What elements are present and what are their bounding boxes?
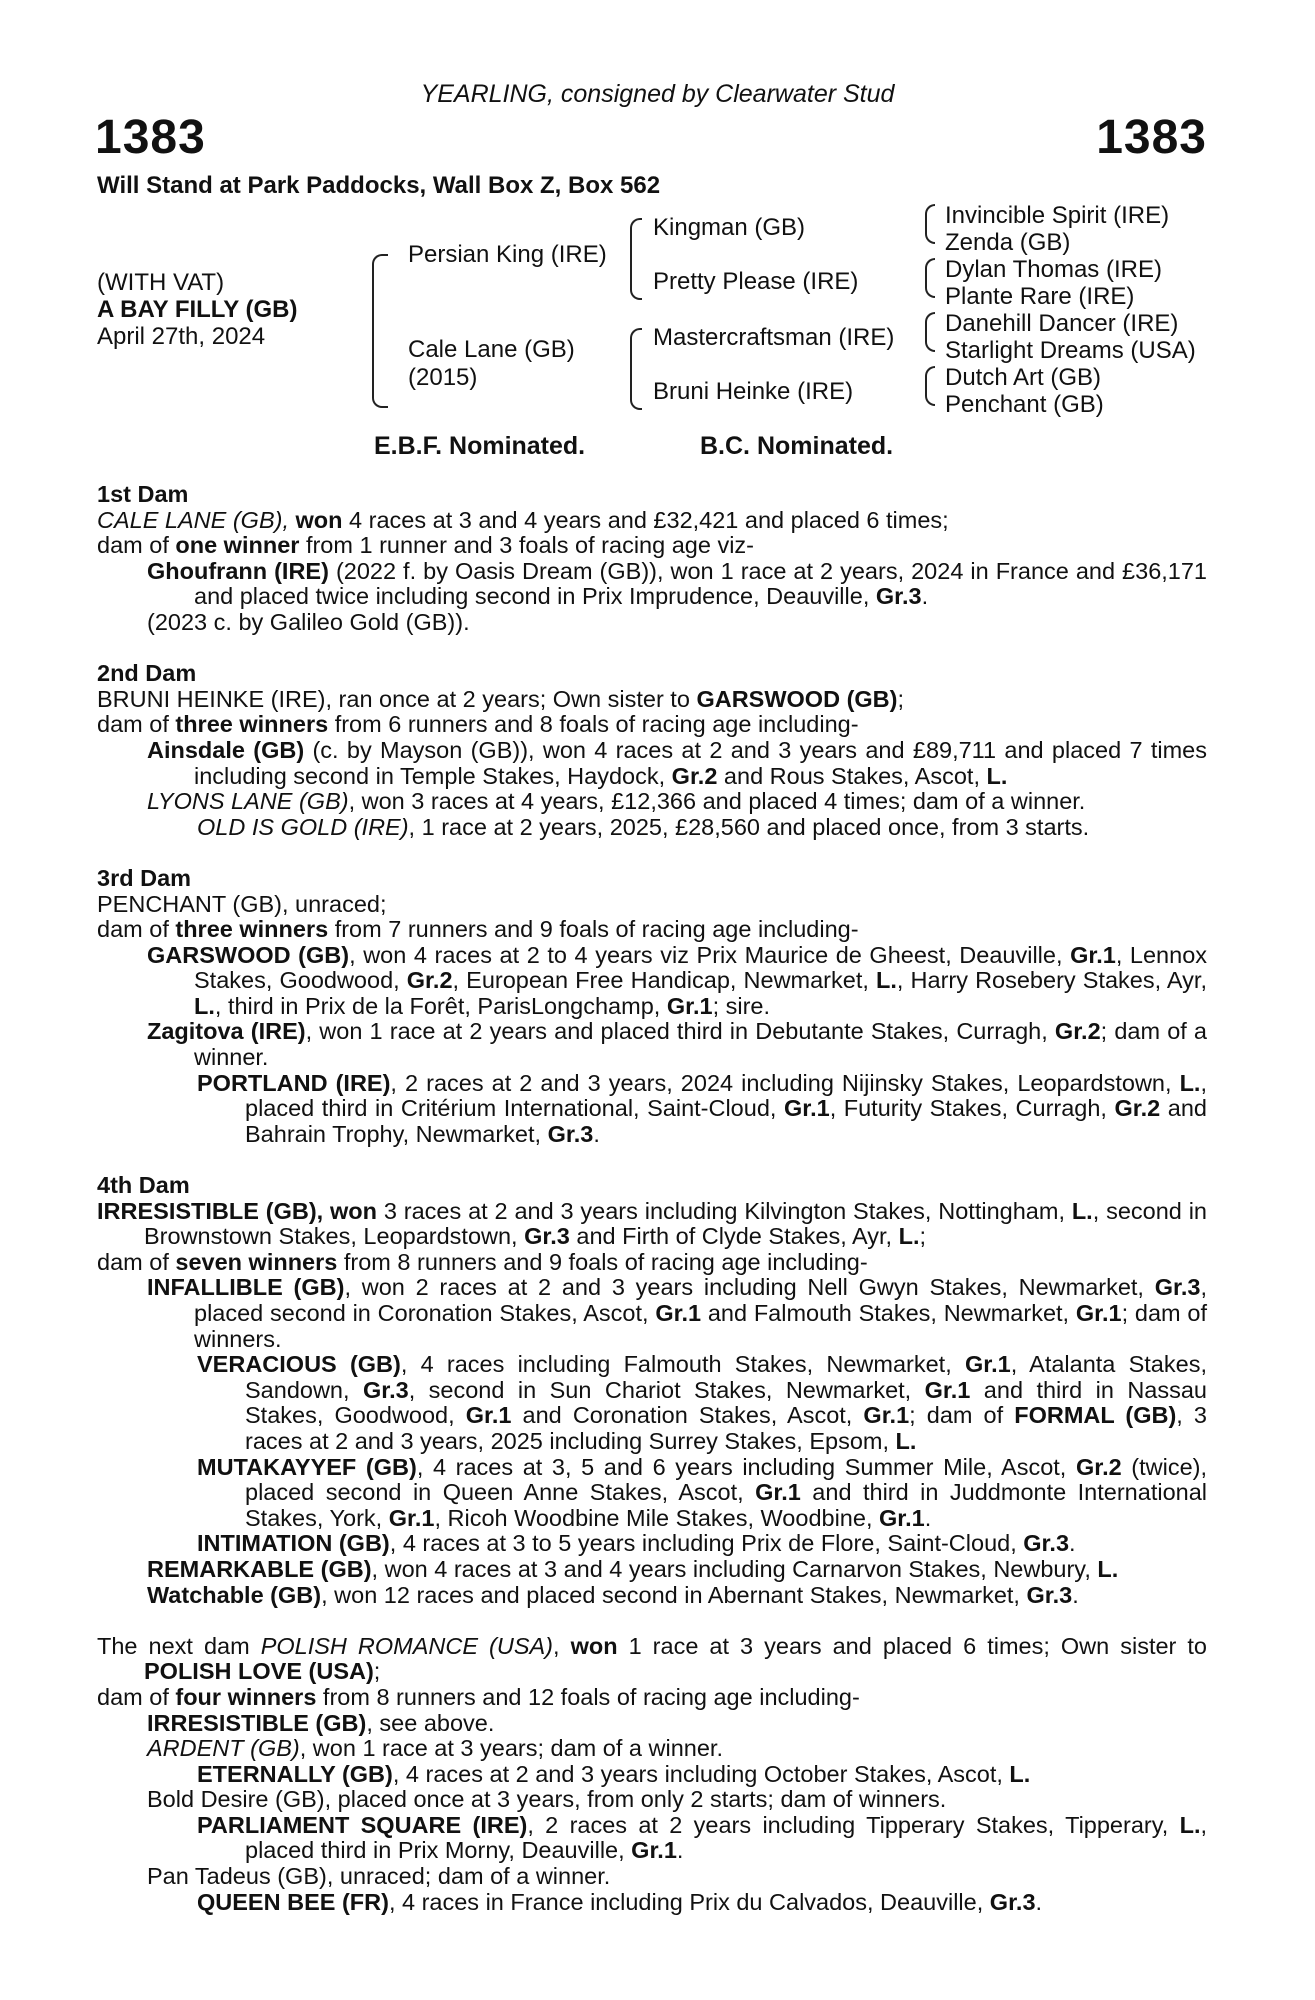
bracket-sire <box>630 218 642 300</box>
third-dam-progeny-1: GARSWOOD (GB), won 4 races at 2 to 4 years viz Prix Maurice de Gheest, Deauville, Gr.1, Lennox Stakes, Goodwood, Gr.2, European Free Handicap, Newmarket, L., Harry Rosebery Stakes, Ayr, L., third in Prix de la Forêt, ParisLongchamp, Gr.1; sire. <box>147 941 1208 1019</box>
ped-g3-4: Plante Rare (IRE) <box>945 283 1135 310</box>
fourth-dam-heading: 4th Dam <box>97 1172 190 1199</box>
next-dam-progeny-4: Pan Tadeus (GB), unraced; dam of a winner. <box>147 1863 611 1890</box>
bracket-g1 <box>925 204 935 244</box>
next-dam-grandprogeny-3: QUEEN BEE (FR), 4 races in France including Prix du Calvados, Deauville, Gr.3. <box>197 1888 1043 1915</box>
ped-g3-5: Danehill Dancer (IRE) <box>945 310 1179 337</box>
fourth-dam-progeny-3: Watchable (GB), won 12 races and placed second in Abernant Stakes, Newmarket, Gr.3. <box>147 1581 1079 1608</box>
third-dam-heading: 3rd Dam <box>97 864 192 891</box>
lot-number-left: 1383 <box>95 111 206 164</box>
bracket-g2 <box>925 258 935 298</box>
first-dam-produce-line: dam of one winner from 1 runner and 3 foals of racing age viz- <box>97 532 754 559</box>
ped-sire: Persian King (IRE) <box>408 241 607 268</box>
bracket-g3 <box>925 312 935 352</box>
second-dam-progeny-2-foal: OLD IS GOLD (IRE), 1 race at 2 years, 2025, £28,560 and placed once, from 3 starts. <box>197 813 1090 840</box>
fourth-dam-grandprogeny-2: MUTAKAYYEF (GB), 4 races at 3, 5 and 6 years including Summer Mile, Ascot, Gr.2 (twice), placed second in Queen Anne Stakes, Ascot, Gr.1 and third in Juddmonte International Stakes, York, Gr.1, Ricoh Woodbine Mile Stakes, Woodbine, Gr.1. <box>197 1453 1208 1531</box>
second-dam-produce-line: dam of three winners from 6 runners and 8 foals of racing age including- <box>97 711 859 738</box>
horse-dob: April 27th, 2024 <box>97 323 266 350</box>
second-dam-summary: BRUNI HEINKE (IRE), ran once at 2 years; Own sister to GARSWOOD (GB); <box>97 685 905 712</box>
fourth-dam-produce-line: dam of seven winners from 8 runners and 9 foals of racing age including- <box>97 1248 868 1275</box>
third-dam-progeny-2: Zagitova (IRE), won 1 race at 2 years and placed third in Debutante Stakes, Curragh, Gr.2; dam of a winner. <box>147 1018 1208 1071</box>
third-dam-summary: PENCHANT (GB), unraced; <box>97 890 387 917</box>
fourth-dam-summary: IRRESISTIBLE (GB), won 3 races at 2 and 3 years including Kilvington Stakes, Nottingham, L., second in Brownstown Stakes, Leopardstown, Gr.3 and Firth of Clyde Stakes, Ayr, L.; <box>97 1197 1208 1250</box>
third-dam-produce-line: dam of three winners from 7 runners and 9 foals of racing age including- <box>97 916 859 943</box>
lot-number-right: 1383 <box>1096 111 1207 164</box>
ped-g3-3: Dylan Thomas (IRE) <box>945 256 1162 283</box>
ped-g3-8: Penchant (GB) <box>945 391 1104 418</box>
ped-g3-7: Dutch Art (GB) <box>945 364 1102 391</box>
ped-dam: Cale Lane (GB) <box>408 336 575 363</box>
ped-g3-6: Starlight Dreams (USA) <box>945 337 1196 364</box>
ped-g3-2: Zenda (GB) <box>945 229 1071 256</box>
ped-sire-dam: Pretty Please (IRE) <box>653 268 859 295</box>
ebf-nominated: E.B.F. Nominated. <box>374 432 586 460</box>
second-dam-progeny-1: Ainsdale (GB) (c. by Mayson (GB)), won 4 races at 2 and 3 years and £89,711 and placed 7 times including second in Temple Stakes, Haydock, Gr.2 and Rous Stakes, Ascot, L. <box>147 736 1207 789</box>
first-dam-heading: 1st Dam <box>97 481 189 507</box>
vat-note: (WITH VAT) <box>97 269 225 296</box>
fourth-dam-progeny-1: INFALLIBLE (GB), won 2 races at 2 and 3 years including Nell Gwyn Stakes, Newmarket, Gr.3, placed second in Coronation Stakes, Ascot, Gr.1 and Falmouth Stakes, Newmarket, Gr.1; dam of winners. <box>147 1274 1207 1352</box>
first-dam-summary: CALE LANE (GB), won 4 races at 3 and 4 years and £32,421 and placed 6 times; <box>97 506 949 533</box>
first-dam-progeny-2: (2023 c. by Galileo Gold (GB)). <box>147 608 470 635</box>
next-dam-summary: The next dam POLISH ROMANCE (USA), won 1 race at 3 years and placed 6 times; Own sister to POLISH LOVE (USA); <box>97 1632 1207 1685</box>
ped-dam-sire: Mastercraftsman (IRE) <box>653 324 895 351</box>
fourth-dam-grandprogeny-1: VERACIOUS (GB), 4 races including Falmouth Stakes, Newmarket, Gr.1, Atalanta Stakes, Sandown, Gr.3, second in Sun Chariot Stakes, Newmarket, Gr.1 and third in Nassau Stakes, Goodwood, Gr.1 and Coronation Stakes, Ascot, Gr.1; dam of FORMAL (GB), 3 races at 2 and 3 years, 2025 including Surrey Stakes, Epsom, L. <box>197 1351 1207 1454</box>
bc-nominated: B.C. Nominated. <box>700 432 894 460</box>
fourth-dam-grandprogeny-3: INTIMATION (GB), 4 races at 3 to 5 years including Prix de Flore, Saint-Cloud, Gr.3. <box>197 1530 1076 1557</box>
ped-dam-year: (2015) <box>408 364 478 391</box>
next-dam-grandprogeny-1: ETERNALLY (GB), 4 races at 2 and 3 years including October Stakes, Ascot, L. <box>197 1760 1031 1787</box>
ped-g3-1: Invincible Spirit (IRE) <box>945 202 1170 229</box>
stand-location: Will Stand at Park Paddocks, Wall Box Z, Box 562 <box>97 172 661 199</box>
horse-name: A BAY FILLY (GB) <box>97 296 298 323</box>
next-dam-produce-line: dam of four winners from 8 runners and 12 foals of racing age including- <box>97 1683 860 1710</box>
second-dam-progeny-2: LYONS LANE (GB), won 3 races at 4 years, £12,366 and placed 4 times; dam of a winner. <box>147 788 1086 815</box>
bracket-gen1 <box>372 254 388 408</box>
consignor-line: YEARLING, consigned by Clearwater Stud <box>420 80 895 108</box>
ped-dam-dam: Bruni Heinke (IRE) <box>653 378 854 405</box>
bracket-g4 <box>925 366 935 406</box>
next-dam-grandprogeny-2: PARLIAMENT SQUARE (IRE), 2 races at 2 years including Tipperary Stakes, Tipperary, L., placed third in Prix Morny, Deauville, Gr.1. <box>197 1811 1208 1864</box>
ped-sire-sire: Kingman (GB) <box>653 214 806 241</box>
third-dam-progeny-2-foal: PORTLAND (IRE), 2 races at 2 and 3 years, 2024 including Nijinsky Stakes, Leopardstown, L., placed third in Critérium International, Saint-Cloud, Gr.1, Futurity Stakes, Curragh, Gr.2 and Bahrain Trophy, Newmarket, Gr.3. <box>197 1069 1207 1147</box>
first-dam-progeny-1: Ghoufrann (IRE) (2022 f. by Oasis Dream (GB)), won 1 race at 2 years, 2024 in France and £36,171 and placed twice including second in Prix Imprudence, Deauville, Gr.3. <box>147 557 1208 610</box>
catalogue-body <box>97 482 1207 1915</box>
fourth-dam-progeny-2: REMARKABLE (GB), won 4 races at 3 and 4 years including Carnarvon Stakes, Newbury, L. <box>147 1555 1119 1582</box>
bracket-dam <box>630 328 642 410</box>
next-dam-progeny-3: Bold Desire (GB), placed once at 3 years, from only 2 starts; dam of winners. <box>147 1786 947 1813</box>
next-dam-progeny-1: IRRESISTIBLE (GB), see above. <box>147 1709 495 1736</box>
next-dam-progeny-2: ARDENT (GB), won 1 race at 3 years; dam of a winner. <box>147 1735 723 1762</box>
second-dam-heading: 2nd Dam <box>97 660 197 687</box>
